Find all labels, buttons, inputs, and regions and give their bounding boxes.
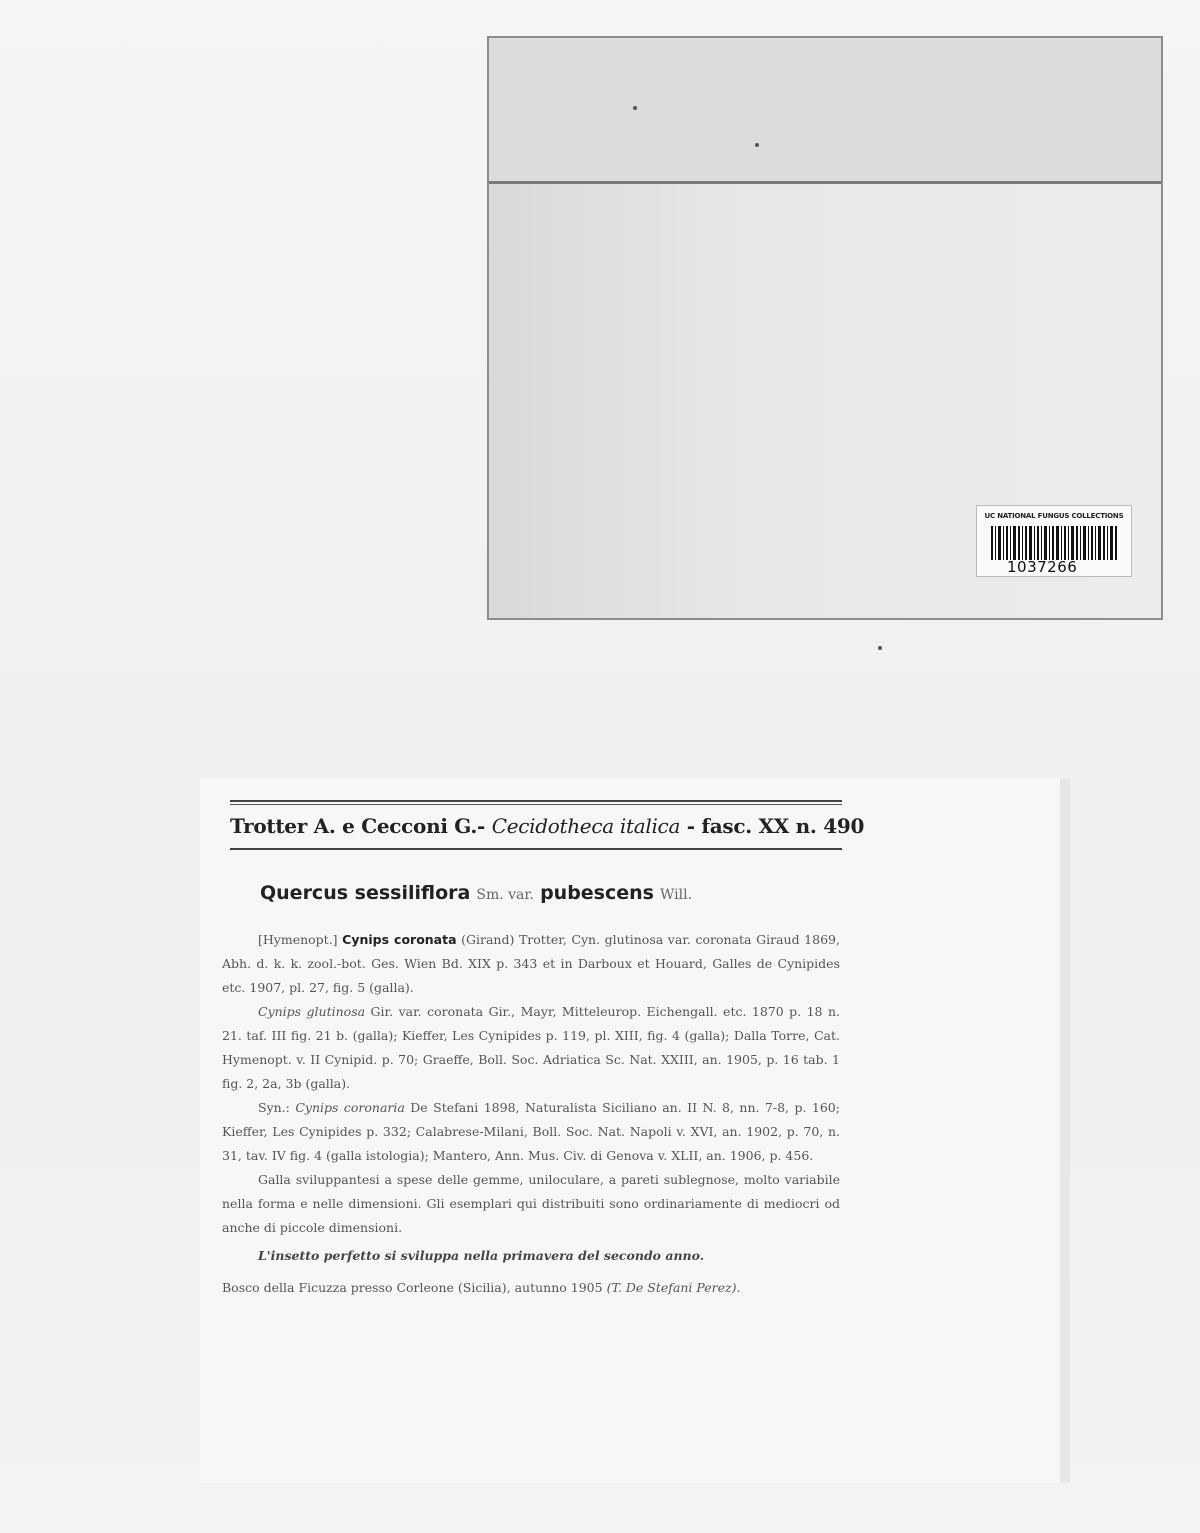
- note-text: L'insetto perfetto si sviluppa nella primavera del secondo anno.: [258, 1248, 705, 1263]
- paragraph-note: [222, 1244, 840, 1268]
- paragraph-citation: [222, 928, 840, 1000]
- exsiccata-label: [200, 778, 1068, 1483]
- barcode-label: [976, 505, 1132, 577]
- barcode-institution: UC NATIONAL FUNGUS COLLECTIONS: [984, 512, 1124, 520]
- description-text: Galla sviluppantesi a spese delle gemme, uniloculare, a pareti sublegnose, molto variabile nella forma e nelle dimensioni. Gli esemplari qui distribuiti sono ordinariamente di mediocri od anche di piccole dimensioni.: [222, 1172, 840, 1235]
- synonym-name: Cynips glutinosa: [258, 1004, 366, 1019]
- barcode-icon: [991, 526, 1119, 560]
- synonym-text: De Stefani 1898, Naturalista Siciliano an. II N. 8, nn. 7-8, p. 160; Kieffer, Les Cynipides p. 332; Calabrese-Milani, Boll. Soc. Nat. Napoli v. XVI, an. 1902, p. 70, n. 31, tav. IV fig. 4 (galla istologia); Mantero, Ann. Mus. Civ. di Genova v. XLII, an. 1906, p. 456.: [222, 1100, 840, 1163]
- label-body: [222, 928, 840, 1300]
- species-variety-author: Will.: [660, 887, 693, 903]
- synonym-name: Cynips coronaria: [295, 1100, 405, 1115]
- citation-text: (Girand) Trotter, Cyn. glutinosa var. coronata Giraud 1869, Abh. d. k. k. zool.-bot. Ges. Wien Bd. XIX p. 343 et in Darboux et Houard, Galles de Cynipides etc. 1907, pl. 27, fig. 5 (galla).: [222, 932, 840, 995]
- label-edge: [1060, 778, 1070, 1483]
- series-title: Cecidotheca italica: [491, 814, 681, 838]
- speck-mark: [878, 646, 882, 650]
- syn-tag: Syn.:: [258, 1100, 290, 1115]
- insect-name: Cynips coronata: [342, 932, 457, 947]
- species-author: Sm. var.: [476, 887, 535, 903]
- order-tag: [Hymenopt.]: [258, 932, 338, 947]
- barcode-number: 1037266: [1007, 558, 1078, 576]
- species-genus: Quercus sessiliflora: [260, 882, 471, 904]
- series-heading: [230, 814, 865, 838]
- species-variety: pubescens: [540, 882, 654, 904]
- series-authors: Trotter A. e Cecconi G.-: [230, 814, 486, 838]
- species-heading: [260, 882, 692, 904]
- paragraph-synonym-2: [222, 1096, 840, 1168]
- series-fasc: - fasc. XX n. 490: [686, 814, 865, 838]
- paragraph-description: [222, 1168, 840, 1240]
- packet-flap: [489, 38, 1161, 184]
- synonym-text: Gir. var. coronata Gir., Mayr, Mitteleurop. Eichengall. etc. 1870 p. 18 n. 21. taf. III fig. 21 b. (galla); Kieffer, Les Cynipides p. 119, pl. XIII, fig. 4 (galla); Dalla Torre, Cat. Hymenopt. v. II Cynipid. p. 70; Graeffe, Boll. Soc. Adriatica Sc. Nat. XXIII, an. 1905, p. 16 tab. 1 fig. 2, 2a, 3b (galla).: [222, 1004, 840, 1091]
- top-rule: [230, 800, 842, 802]
- paragraph-synonym-1: [222, 1000, 840, 1096]
- collector-text: (T. De Stefani Perez).: [606, 1280, 741, 1295]
- locality-text: Bosco della Ficuzza presso Corleone (Sicilia), autunno 1905: [222, 1280, 603, 1295]
- top-rule-thin: [230, 804, 842, 805]
- paragraph-locality: [222, 1276, 840, 1300]
- speck-mark: [755, 143, 759, 147]
- mid-rule: [230, 848, 842, 850]
- speck-mark: [633, 106, 637, 110]
